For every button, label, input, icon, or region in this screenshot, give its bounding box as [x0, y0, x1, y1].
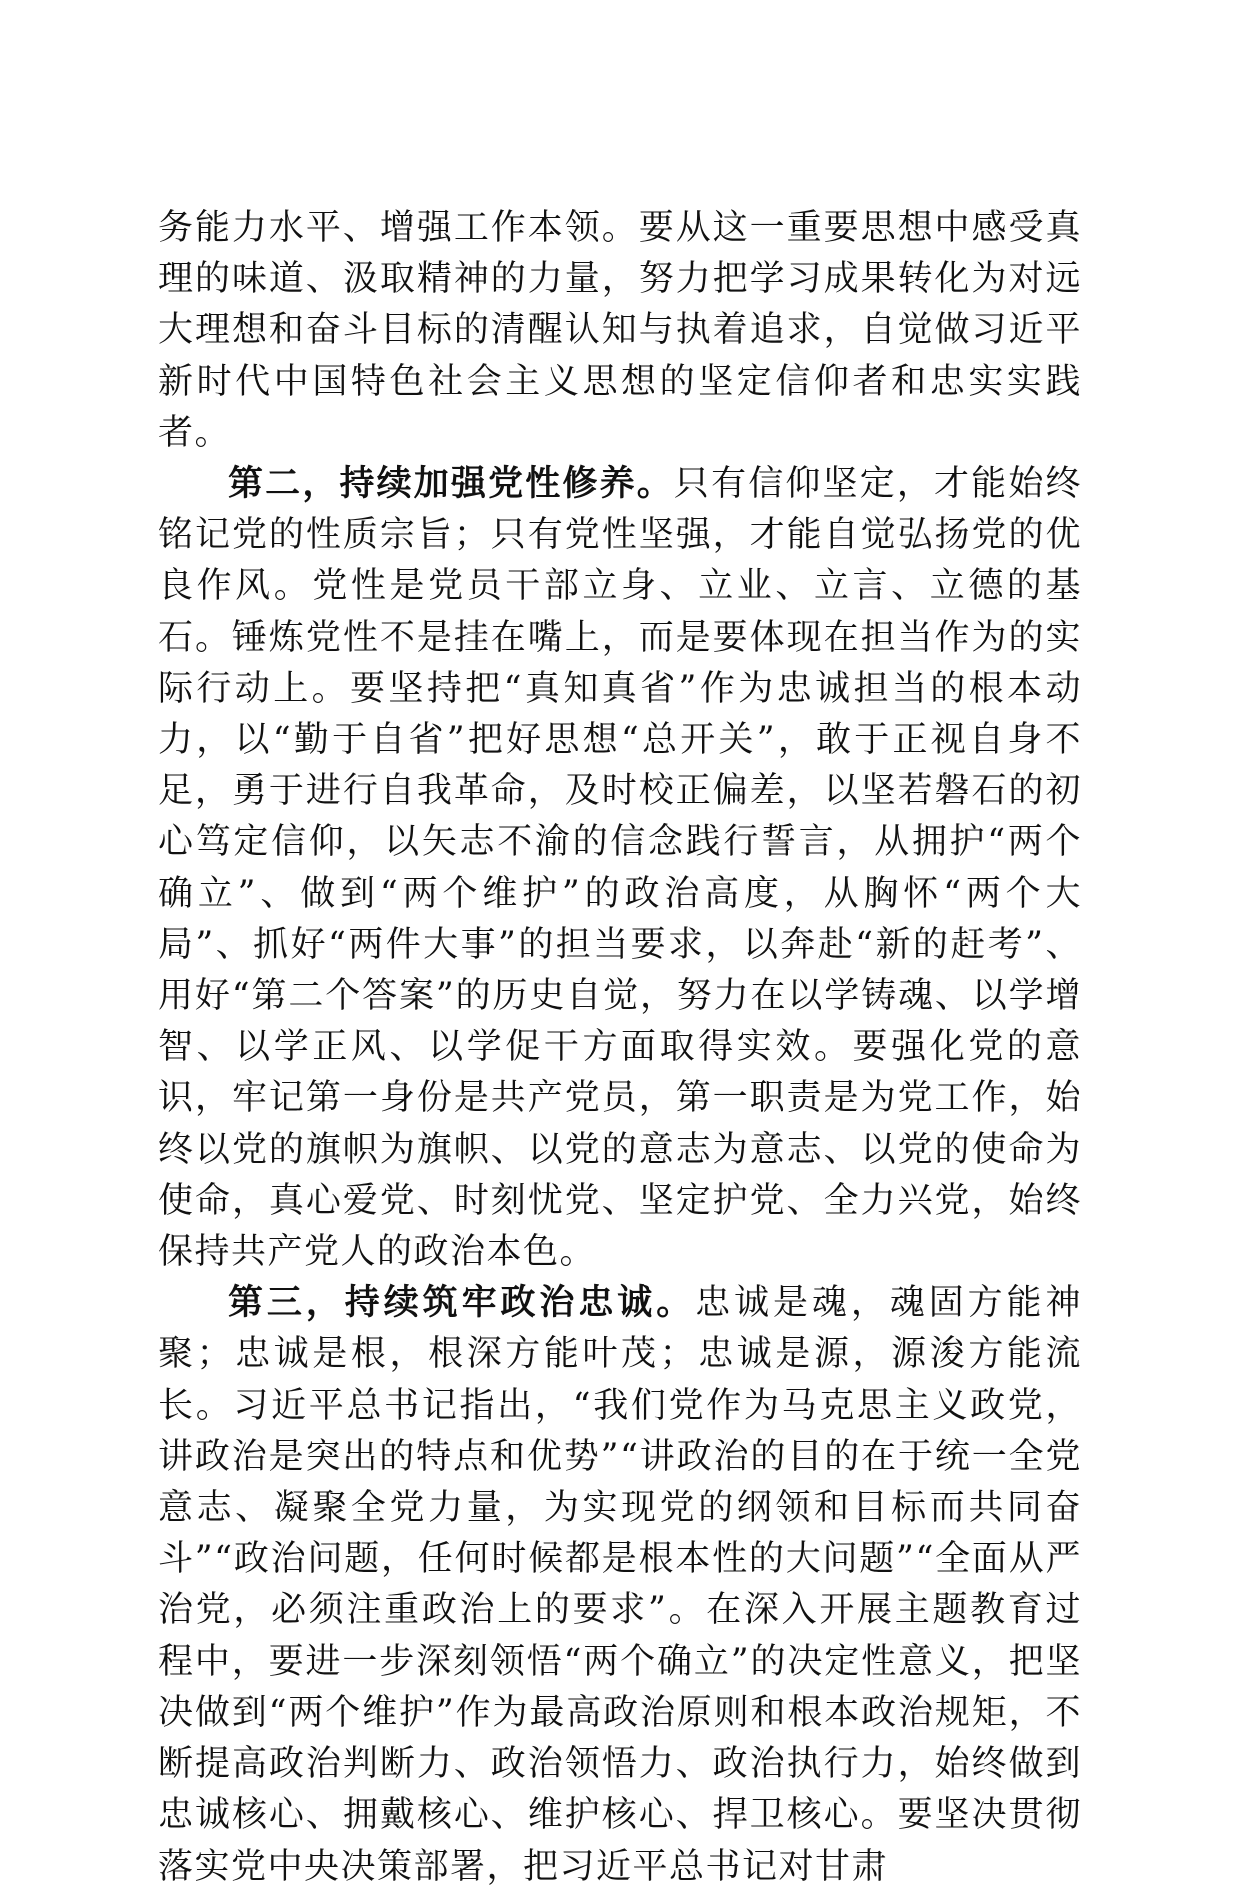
- paragraph-continuation: [158, 203, 1082, 459]
- paragraph-body: 务能力水平、增强工作本领。要从这一重要思想中感受真理的味道、汲取精神的力量，努力把学习成果转化为对远大理想和奋斗目标的清醒认知与执着追求，自觉做习近平新时代中国特色社会主义思想的坚定信仰者和忠实实践者。: [158, 208, 1082, 453]
- paragraph-political-loyalty: [158, 1278, 1082, 1892]
- document-page: [158, 203, 1082, 1893]
- paragraph-party-spirit: [158, 459, 1082, 1278]
- paragraph-body: 忠诚是魂，魂固方能神聚；忠诚是根，根深方能叶茂；忠诚是源，源浚方能流长。习近平总书记指出，“我们党作为马克思主义政党，讲政治是突出的特点和优势”“讲政治的目的在于统一全党意志、凝聚全党力量，为实现党的纲领和目标而共同奋斗”“政治问题，任何时候都是根本性的大问题”“全面从严治党，必须注重政治上的要求”。在深入开展主题教育过程中，要进一步深刻领悟“两个确立”的决定性意义，把坚决做到“两个维护”作为最高政治原则和根本政治规矩，不断提高政治判断力、政治领悟力、政治执行力，始终做到忠诚核心、拥戴核心、维护核心、捍卫核心。要坚决贯彻落实党中央决策部署，把习近平总书记对甘肃: [158, 1283, 1082, 1887]
- paragraph-heading: 第二，持续加强党性修养。: [228, 464, 674, 505]
- paragraph-heading: 第三，持续筑牢政治忠诚。: [228, 1283, 696, 1324]
- paragraph-body: 只有信仰坚定，才能始终铭记党的性质宗旨；只有党性坚强，才能自觉弘扬党的优良作风。党性是党员干部立身、立业、立言、立德的基石。锤炼党性不是挂在嘴上，而是要体现在担当作为的实际行动上。要坚持把“真知真省”作为忠诚担当的根本动力，以“勤于自省”把好思想“总开关”，敢于正视自身不足，勇于进行自我革命，及时校正偏差，以坚若磐石的初心笃定信仰，以矢志不渝的信念践行誓言，从拥护“两个确立”、做到“两个维护”的政治高度，从胸怀“两个大局”、抓好“两件大事”的担当要求，以奔赴“新的赶考”、用好“第二个答案”的历史自觉，努力在以学铸魂、以学增智、以学正风、以学促干方面取得实效。要强化党的意识，牢记第一身份是共产党员，第一职责是为党工作，始终以党的旗帜为旗帜、以党的意志为意志、以党的使命为使命，真心爱党、时刻忧党、坚定护党、全力兴党，始终保持共产党人的政治本色。: [158, 464, 1082, 1273]
